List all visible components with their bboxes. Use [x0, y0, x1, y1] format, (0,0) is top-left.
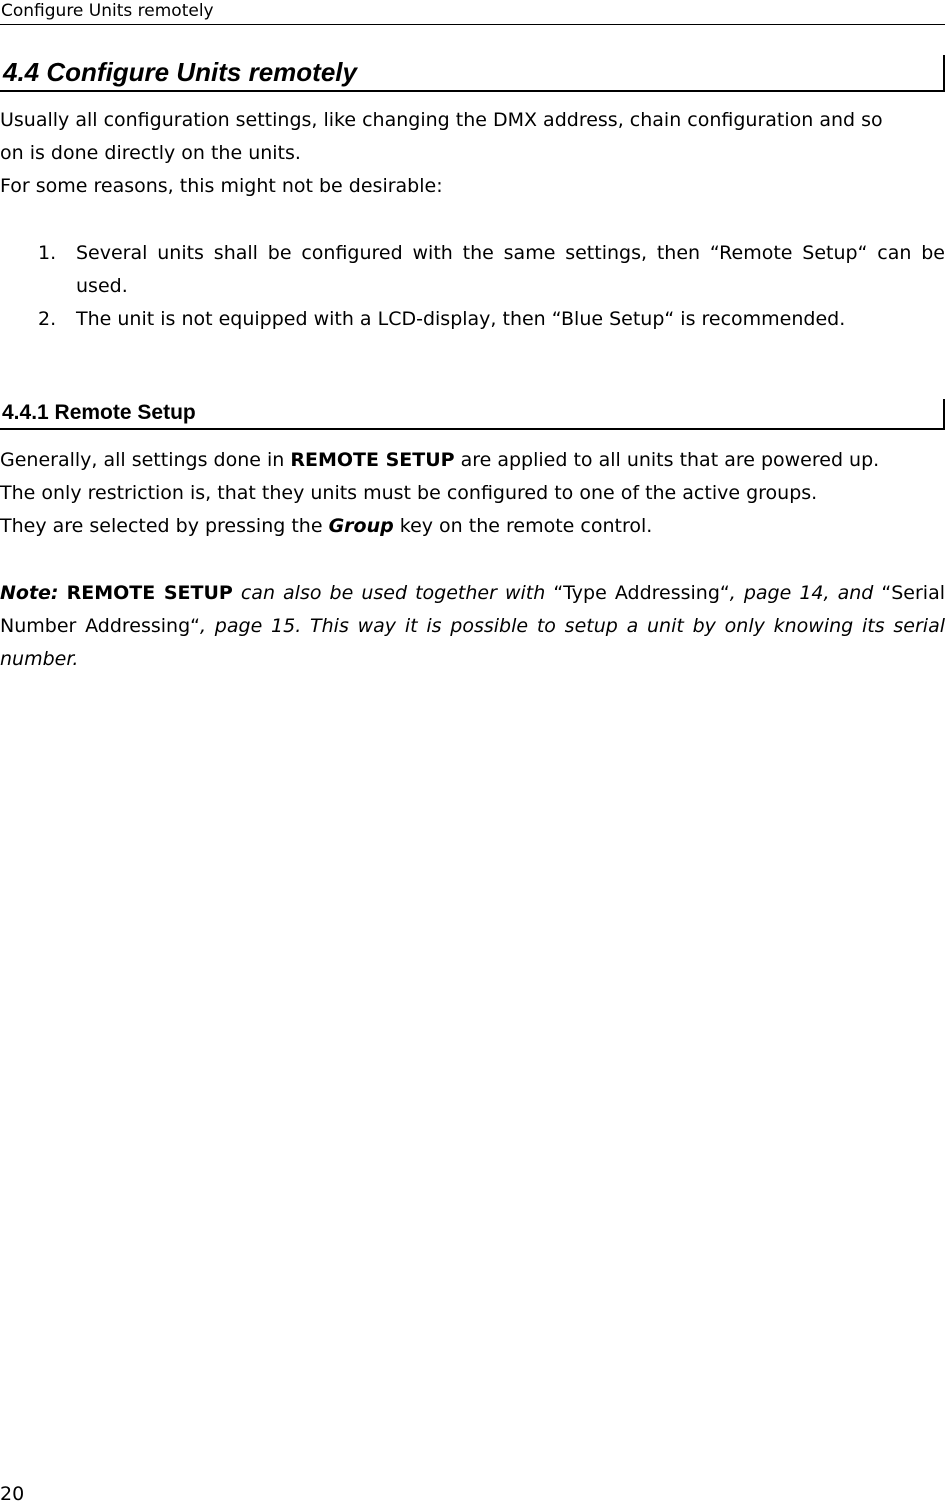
list-item — [38, 237, 945, 303]
remote-setup-text: are applied to all units that are powered up. — [454, 449, 880, 471]
page-number: 20 — [0, 1483, 25, 1505]
note-reference-type-addressing: “Type Addressing“ — [553, 582, 730, 604]
intro-line-2: on is done directly on the units. — [0, 142, 301, 164]
remote-setup-line-3 — [0, 510, 945, 543]
remote-setup-line-1 — [0, 444, 945, 477]
remote-setup-line-2: The only restriction is, that they units must be configured to one of the active groups. — [0, 482, 818, 504]
note-text: , page 14, and — [729, 582, 882, 604]
list-item-text: Several units shall be configured with the same settings, then “Remote Setup“ can be used. — [76, 242, 945, 297]
section-heading: 4.4 Configure Units remotely — [0, 55, 945, 92]
note-text: , page 15. This way it is possible to setup a unit by only knowing its serial number. — [0, 615, 945, 670]
remote-setup-text: Generally, all settings done in — [0, 449, 291, 471]
list-item-number: 1. — [38, 242, 57, 264]
group-key-label: Group — [328, 515, 394, 537]
note-keyword: REMOTE SETUP — [66, 582, 233, 604]
note-text: can also be used together with — [232, 582, 554, 604]
note-label: Note: — [0, 582, 59, 604]
note-reference-serial-number-addressing: “Serial Number Addressing“ — [0, 582, 946, 637]
intro-reasons: For some reasons, this might not be desirable: — [0, 175, 443, 197]
note-paragraph — [0, 577, 945, 676]
running-header-title: Configure Units remotely — [1, 1, 214, 21]
subsection-heading: 4.4.1 Remote Setup — [0, 399, 945, 430]
list-item-number: 2. — [38, 308, 57, 330]
remote-setup-text: They are selected by pressing the — [0, 515, 329, 537]
remote-setup-keyword: REMOTE SETUP — [290, 449, 455, 471]
running-header — [0, 0, 945, 25]
intro-line-1: Usually all configuration settings, like changing the DMX address, chain configuration and so — [0, 109, 883, 131]
remote-setup-text: key on the remote control. — [393, 515, 653, 537]
list-item-text: The unit is not equipped with a LCD-display, then “Blue Setup“ is recommended. — [76, 308, 846, 330]
list-item — [38, 303, 945, 336]
